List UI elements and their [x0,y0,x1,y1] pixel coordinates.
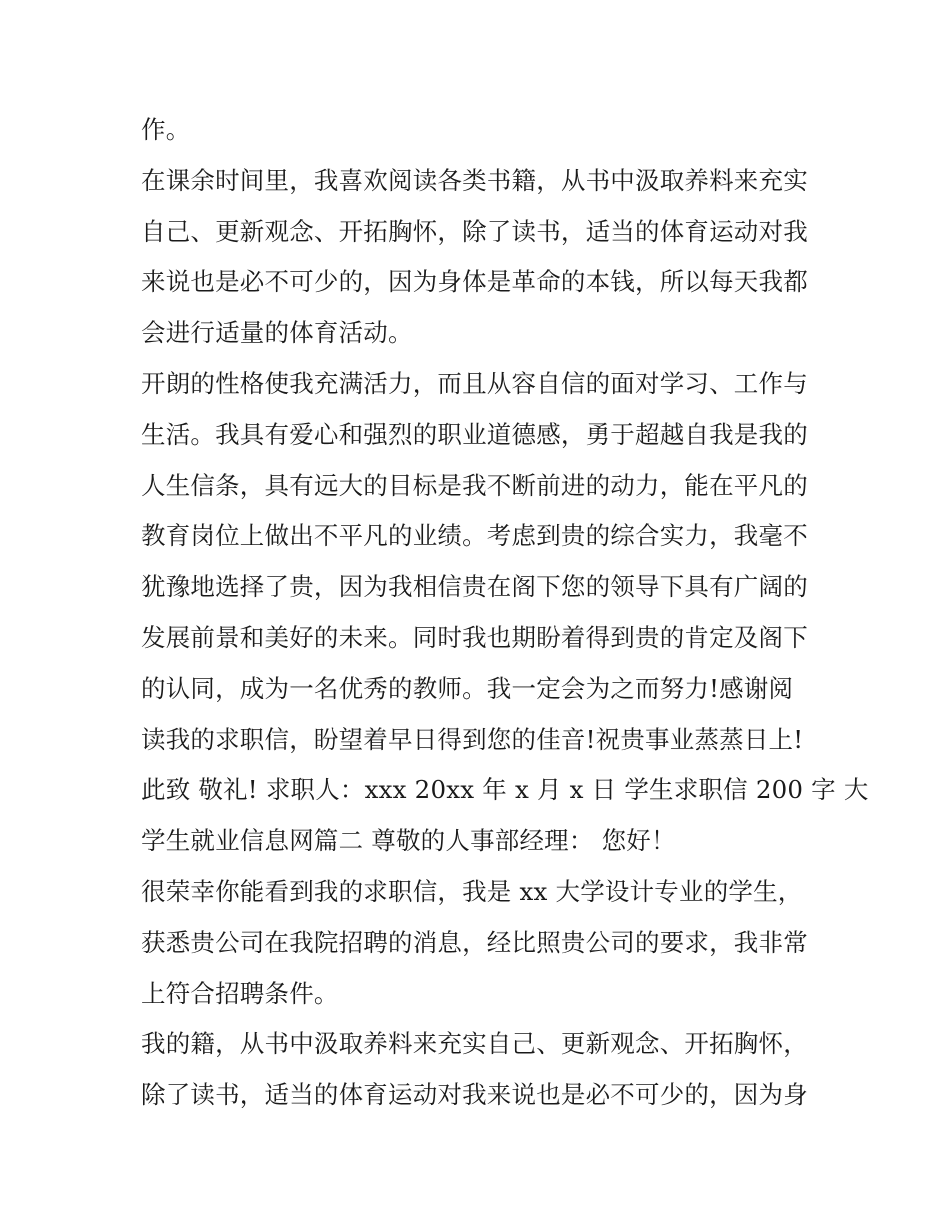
text-line: 作。 [141,115,191,144]
text-line: 在课余时间里，我喜欢阅读各类书籍，从书中汲取养料来充实 [141,166,808,195]
text-line: 会进行适量的体育活动。 [141,318,413,347]
text-line: 我的籍，从书中汲取养料来充实自己、更新观念、开拓胸怀， [141,1029,808,1058]
text-line: 上符合招聘条件。 [141,979,339,1008]
text-line: 获悉贵公司在我院招聘的消息，经比照贵公司的要求，我非常 [141,928,808,957]
text-line: 教育岗位上做出不平凡的业绩。考虑到贵的综合实力，我毫不 [141,521,808,550]
text-line: 开朗的性格使我充满活力，而且从容自信的面对学习、工作与 [141,369,808,398]
text-line: 读我的求职信，盼望着早日得到您的佳音!祝贵事业蒸蒸日上! [141,725,804,754]
text-line: 除了读书，适当的体育运动对我来说也是必不可少的，因为身 [141,1080,808,1109]
text-line: 犹豫地选择了贵，因为我相信贵在阁下您的领导下具有广阔的 [141,572,808,601]
text-line: 人生信条，具有远大的目标是我不断前进的动力，能在平凡的 [141,471,808,500]
text-line: 发展前景和美好的未来。同时我也期盼着得到贵的肯定及阁下 [141,623,808,652]
text-line: 学生就业信息网篇二 尊敬的人事部经理： 您好！ [141,826,676,855]
text-line: 来说也是必不可少的，因为身体是革命的本钱，所以每天我都 [141,267,808,296]
text-line: 此致 敬礼! 求职人：xxx 20xx 年 x 月 x 日 学生求职信 200 字 大 [141,775,869,804]
text-line: 生活。我具有爱心和强烈的职业道德感，勇于超越自我是我的 [141,420,808,449]
text-line: 自己、更新观念、开拓胸怀，除了读书，适当的体育运动对我 [141,217,808,246]
text-line: 很荣幸你能看到我的求职信，我是 xx 大学设计专业的学生， [141,877,803,906]
text-line: 的认同，成为一名优秀的教师。我一定会为之而努力!感谢阅 [141,674,794,703]
